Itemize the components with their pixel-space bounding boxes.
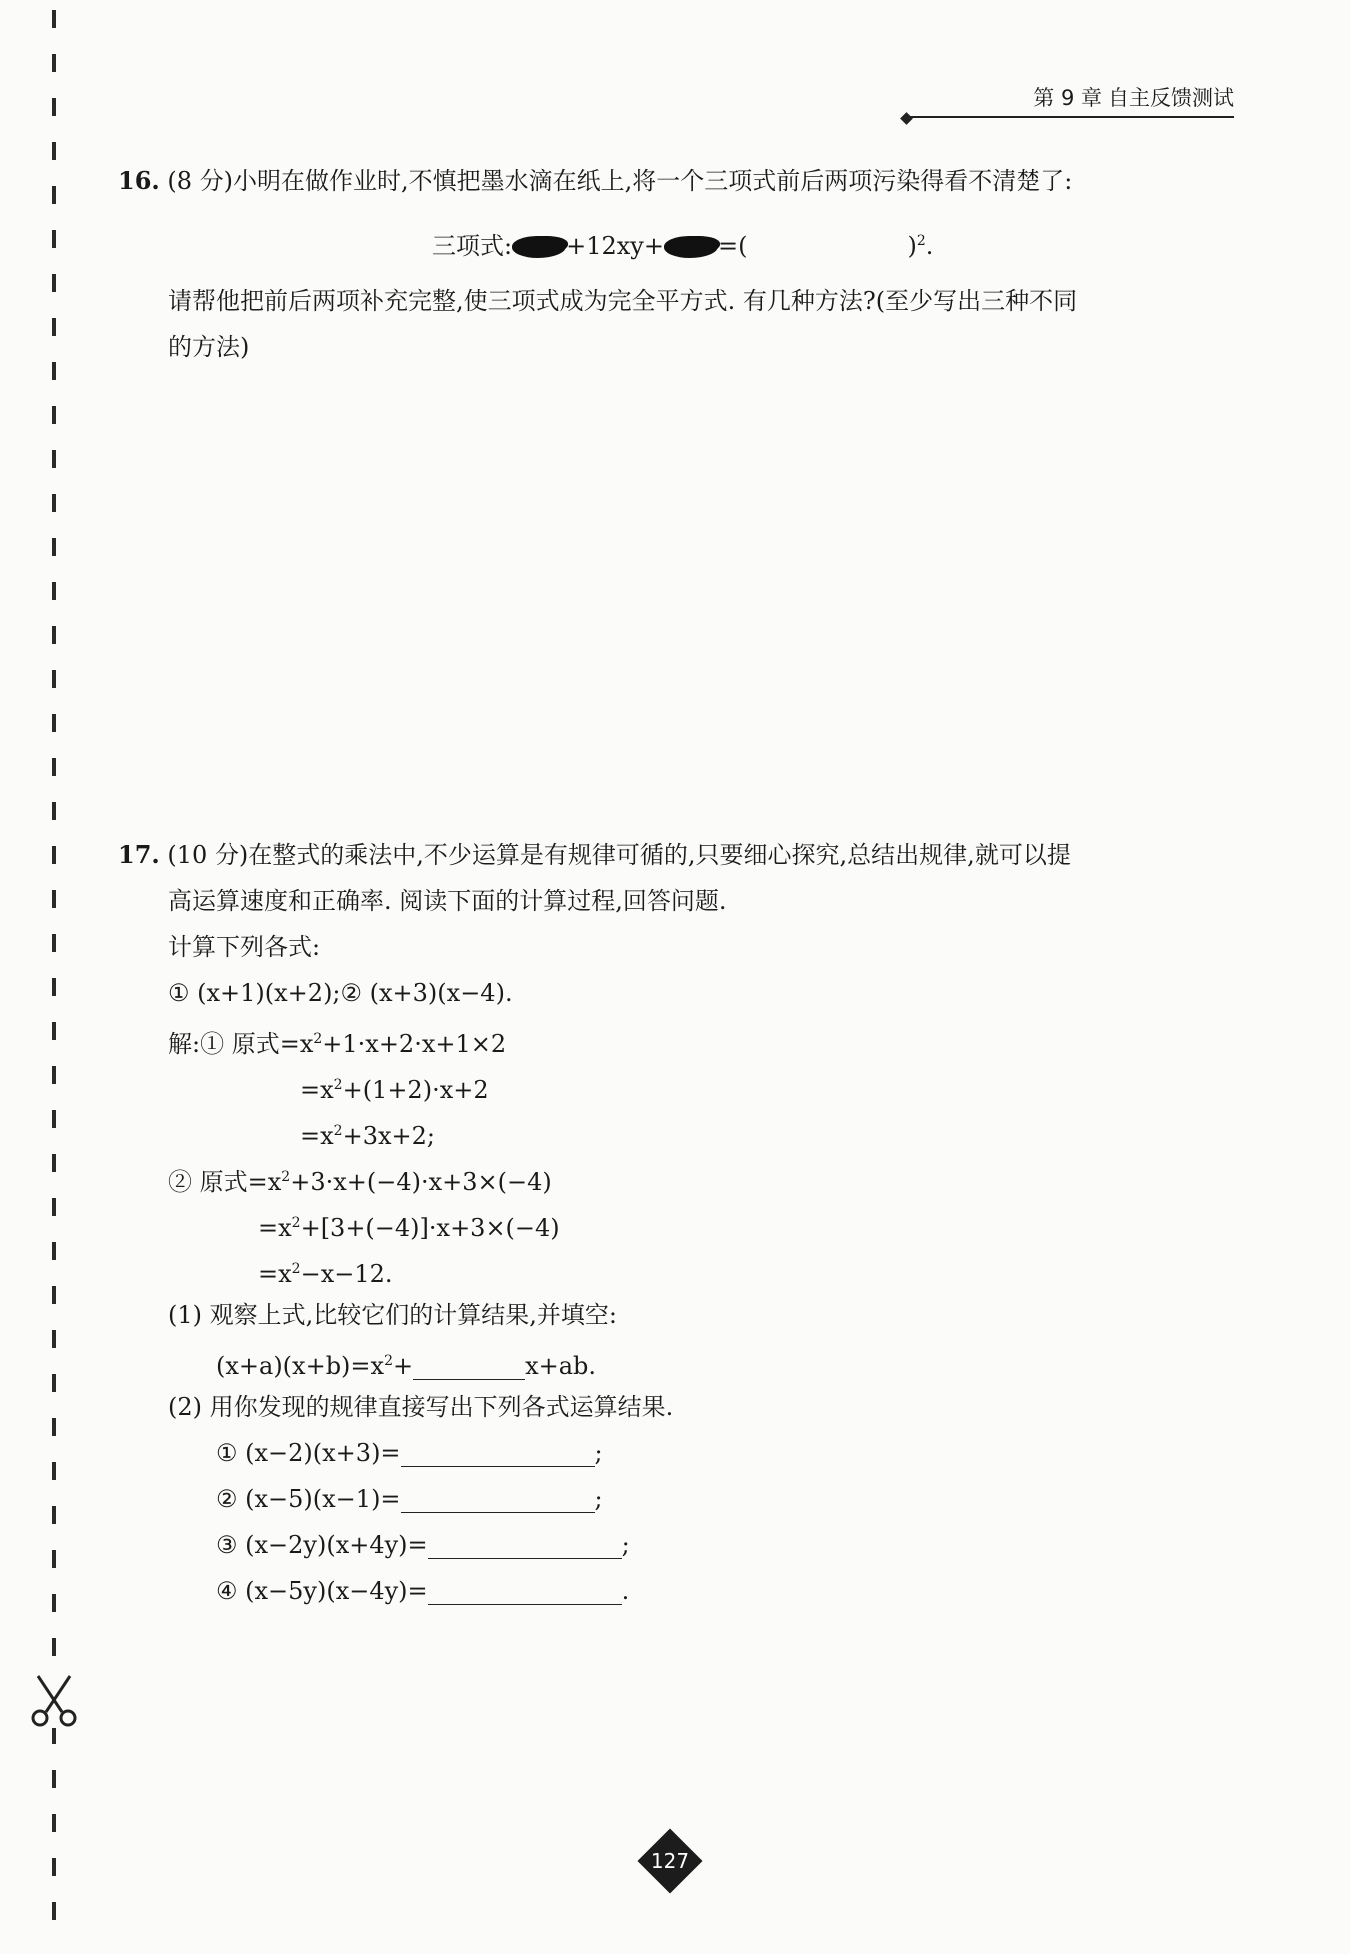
chapter-label: 第 9 章 bbox=[1033, 86, 1102, 110]
sol1c-pre: =x bbox=[300, 1122, 334, 1150]
ink-blot-right bbox=[664, 236, 718, 258]
q16-period: . bbox=[925, 232, 934, 260]
sol1c-post: +3x+2; bbox=[342, 1122, 435, 1150]
q17-number: 17. bbox=[118, 840, 160, 869]
diamond-icon bbox=[900, 112, 913, 125]
sol1a-sq: 2 bbox=[313, 1031, 323, 1047]
q17-sol1b bbox=[300, 1070, 489, 1105]
answer-blank-1[interactable] bbox=[413, 1353, 525, 1380]
q16-line1 bbox=[118, 166, 1072, 196]
sol2a-pre: ② 原式=x bbox=[168, 1168, 282, 1196]
sol1a-pre: 解:① 原式=x bbox=[168, 1030, 314, 1058]
item1-expr: ① (x−2)(x+3)= bbox=[216, 1439, 401, 1467]
q16-line4: 的方法) bbox=[168, 333, 250, 361]
item2-expr: ② (x−5)(x−1)= bbox=[216, 1485, 401, 1513]
sol2a-sq: 2 bbox=[281, 1169, 291, 1185]
q17-part2: (2) 用你发现的规律直接写出下列各式运算结果. bbox=[168, 1393, 674, 1421]
q17-item-3 bbox=[216, 1530, 630, 1560]
sol1a-post: +1·x+2·x+1×2 bbox=[322, 1030, 507, 1058]
sol2b-sq: 2 bbox=[291, 1215, 301, 1231]
q17-item-4 bbox=[216, 1576, 629, 1606]
q17-line4: ① (x+1)(x+2);② (x+3)(x−4). bbox=[168, 979, 513, 1007]
sol1b-pre: =x bbox=[300, 1076, 334, 1104]
item3-expr: ③ (x−2y)(x+4y)= bbox=[216, 1531, 428, 1559]
page-header bbox=[906, 86, 1234, 118]
item1-end: ; bbox=[594, 1439, 603, 1467]
item4-expr: ④ (x−5y)(x−4y)= bbox=[216, 1577, 428, 1605]
q16-trinomial-label: 三项式: bbox=[432, 232, 513, 260]
sol2b-pre: =x bbox=[258, 1214, 292, 1242]
q17-sol1c bbox=[300, 1116, 435, 1151]
sol1b-post: +(1+2)·x+2 bbox=[342, 1076, 489, 1104]
q17-item-2 bbox=[216, 1484, 603, 1514]
sol1c-sq: 2 bbox=[333, 1123, 343, 1139]
q16-trinomial-eq: =( bbox=[717, 232, 748, 260]
p1-formula-pre: (x+a)(x+b)=x bbox=[216, 1352, 385, 1380]
cut-line bbox=[52, 10, 56, 1940]
sol2c-pre: =x bbox=[258, 1260, 292, 1288]
p1-formula-post: x+ab. bbox=[525, 1352, 597, 1380]
sol2c-post: −x−12. bbox=[300, 1260, 393, 1288]
p1-formula-sq: 2 bbox=[384, 1353, 393, 1369]
sol2a-post: +3·x+(−4)·x+3×(−4) bbox=[290, 1168, 552, 1196]
q17-intro: (10 分)在整式的乘法中,不少运算是有规律可循的,只要细心探究,总结出规律,就可以提 bbox=[167, 841, 1071, 869]
item3-end: ; bbox=[621, 1531, 630, 1559]
answer-blank-item4[interactable] bbox=[428, 1578, 622, 1605]
sol2b-post: +[3+(−4)]·x+3×(−4) bbox=[300, 1214, 560, 1242]
q17-sol2b bbox=[258, 1208, 560, 1243]
sol2c-sq: 2 bbox=[291, 1261, 301, 1277]
q17-sol1a bbox=[168, 1024, 506, 1059]
q16-line3: 请帮他把前后两项补充完整,使三项式成为完全平方式. 有几种方法?(至少写出三种不同 bbox=[168, 287, 1078, 315]
q17-item-1 bbox=[216, 1438, 603, 1468]
q16-square: 2 bbox=[916, 233, 926, 249]
header-rule bbox=[906, 116, 1234, 118]
q17-part1-formula bbox=[216, 1346, 596, 1381]
q17-line2: 高运算速度和正确率. 阅读下面的计算过程,回答问题. bbox=[168, 887, 727, 915]
page-number: 127 bbox=[650, 1849, 690, 1873]
ink-blot-left bbox=[512, 236, 566, 258]
answer-blank-item1[interactable] bbox=[401, 1440, 595, 1467]
q16-number: 16. bbox=[118, 166, 160, 195]
q17-sol2c bbox=[258, 1254, 393, 1289]
header-text bbox=[1027, 82, 1234, 112]
q16-trinomial-mid: +12xy+ bbox=[566, 232, 664, 260]
q16-trinomial-end: ) bbox=[907, 232, 917, 260]
q16-intro: (8 分)小明在做作业时,不慎把墨水滴在纸上,将一个三项式前后两项污染得看不清楚了: bbox=[167, 167, 1073, 195]
item4-end: . bbox=[621, 1577, 630, 1605]
q16-trinomial bbox=[432, 226, 933, 261]
sol1b-sq: 2 bbox=[333, 1077, 343, 1093]
q17-line1 bbox=[118, 840, 1071, 870]
scissors-icon bbox=[26, 1672, 82, 1728]
header-title: 自主反馈测试 bbox=[1108, 86, 1234, 110]
answer-blank-item2[interactable] bbox=[401, 1486, 595, 1513]
q17-part1: (1) 观察上式,比较它们的计算结果,并填空: bbox=[168, 1301, 617, 1329]
p1-formula-mid: + bbox=[392, 1352, 414, 1380]
q17-sol2a bbox=[168, 1162, 552, 1197]
answer-blank-item3[interactable] bbox=[428, 1532, 622, 1559]
q17-line3: 计算下列各式: bbox=[168, 933, 321, 961]
item2-end: ; bbox=[594, 1485, 603, 1513]
